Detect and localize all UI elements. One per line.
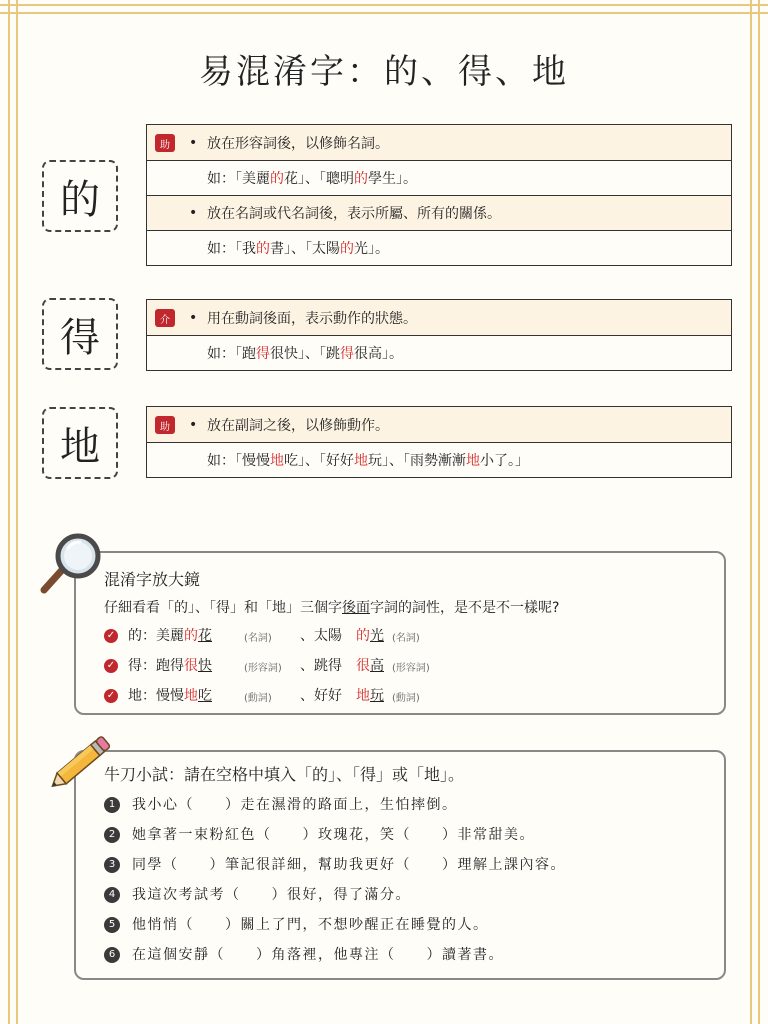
frame-line-right-outer	[758, 0, 760, 1024]
definition-row	[147, 407, 731, 442]
definition-text: 放在名詞或代名詞後，表示所屬、所有的關係。	[207, 206, 501, 222]
question-number: 1	[104, 797, 120, 813]
question-number: 2	[104, 827, 120, 843]
pencil-icon	[40, 728, 120, 798]
quiz-panel	[74, 750, 726, 980]
example-row	[147, 335, 731, 370]
check-circle-icon: ✓	[104, 629, 118, 643]
quiz-question: 6 在這個安靜（ ）角落裡，他專注（ ）讀著書。	[104, 944, 504, 964]
part-of-speech-tag: 介	[155, 309, 175, 327]
check-circle-icon: ✓	[104, 659, 118, 673]
definition-row	[147, 125, 731, 160]
question-number: 6	[104, 947, 120, 963]
char-box-de: 的	[42, 160, 118, 232]
comparison-item: ✓ 得：跑得很快 (形容詞) 、跳得 很 高 (形容詞)	[104, 655, 212, 677]
comparison-item: ✓ 地：慢慢地吃 (動詞) 、好好 地 玩 (動詞)	[104, 685, 212, 707]
frame-line-left-outer	[8, 0, 10, 1024]
magnifier-panel	[74, 551, 726, 715]
magnifier-intro: 仔細看看「的」、「得」和「地」三個字後面字詞的詞性，是不是不一樣呢?	[104, 600, 560, 616]
quiz-question: 1 我小心（ ）走在濕滑的路面上，生怕摔倒。	[104, 794, 458, 814]
quiz-question: 2 她拿著一束粉紅色（ ）玫瑰花，笑（ ）非常甜美。	[104, 824, 535, 844]
quiz-question: 3 同學（ ）筆記很詳細，幫助我更好（ ）理解上課內容。	[104, 854, 566, 874]
quiz-question: 5 他悄悄（ ）關上了門，不想吵醒正在睡覺的人。	[104, 914, 489, 934]
quiz-question: 4 我這次考試考（ ）很好，得了滿分。	[104, 884, 411, 904]
example-text: 如：「美麗的花」、「聰明的學生」。	[207, 171, 417, 187]
definition-text: 放在形容詞後，以修飾名詞。	[207, 135, 389, 152]
word-class-label: (名詞)	[244, 633, 272, 644]
quiz-panel-title: 牛刀小試：請在空格中填入「的」、「得」或「地」。	[104, 765, 465, 784]
comparison-item: ✓ 的：美麗的花 (名詞) 、太陽 的 光 (名詞)	[104, 625, 212, 647]
bullet: •	[189, 309, 198, 326]
bullet: •	[189, 205, 198, 221]
magnifier-icon	[30, 530, 110, 600]
definition-table-dei	[146, 299, 732, 371]
part-of-speech-tag: 助	[155, 416, 175, 434]
question-number: 3	[104, 857, 120, 873]
word-class-label: (動詞)	[244, 693, 272, 704]
word-class-label: (名詞)	[392, 633, 420, 644]
char-box-di: 地	[42, 407, 118, 479]
frame-line-left-inner	[16, 0, 18, 1024]
example-row	[147, 230, 731, 265]
word-class-label: (形容詞)	[392, 663, 430, 674]
char-box-dei: 得	[42, 298, 118, 370]
definition-table-di	[146, 406, 732, 478]
definition-text: 放在副詞之後，以修飾動作。	[207, 417, 389, 434]
definition-row	[147, 195, 731, 230]
frame-line-top-inner	[0, 12, 768, 14]
example-text: 如：「慢慢地吃」、「好好地玩」、「雨勢漸漸地小了。」	[207, 453, 529, 469]
check-circle-icon: ✓	[104, 689, 118, 703]
word-class-label: (形容詞)	[244, 663, 282, 674]
part-of-speech-tag: 助	[155, 134, 175, 152]
word-class-label: (動詞)	[392, 693, 420, 704]
page-title: 易混淆字：的、得、地	[199, 52, 569, 92]
frame-line-top-outer	[0, 4, 768, 6]
question-number: 5	[104, 917, 120, 933]
bullet: •	[189, 416, 198, 433]
frame-line-right-inner	[750, 0, 752, 1024]
definition-table-de	[146, 124, 732, 266]
bullet: •	[189, 134, 198, 151]
definition-text: 用在動詞後面，表示動作的狀態。	[207, 310, 417, 327]
magnifier-panel-title: 混淆字放大鏡	[104, 570, 201, 589]
example-row	[147, 442, 731, 477]
definition-row	[147, 300, 731, 335]
example-text: 如：「我的書」、「太陽的光」。	[207, 241, 389, 257]
example-text: 如：「跑得很快」、「跳得很高」。	[207, 346, 403, 362]
question-number: 4	[104, 887, 120, 903]
example-row	[147, 160, 731, 195]
